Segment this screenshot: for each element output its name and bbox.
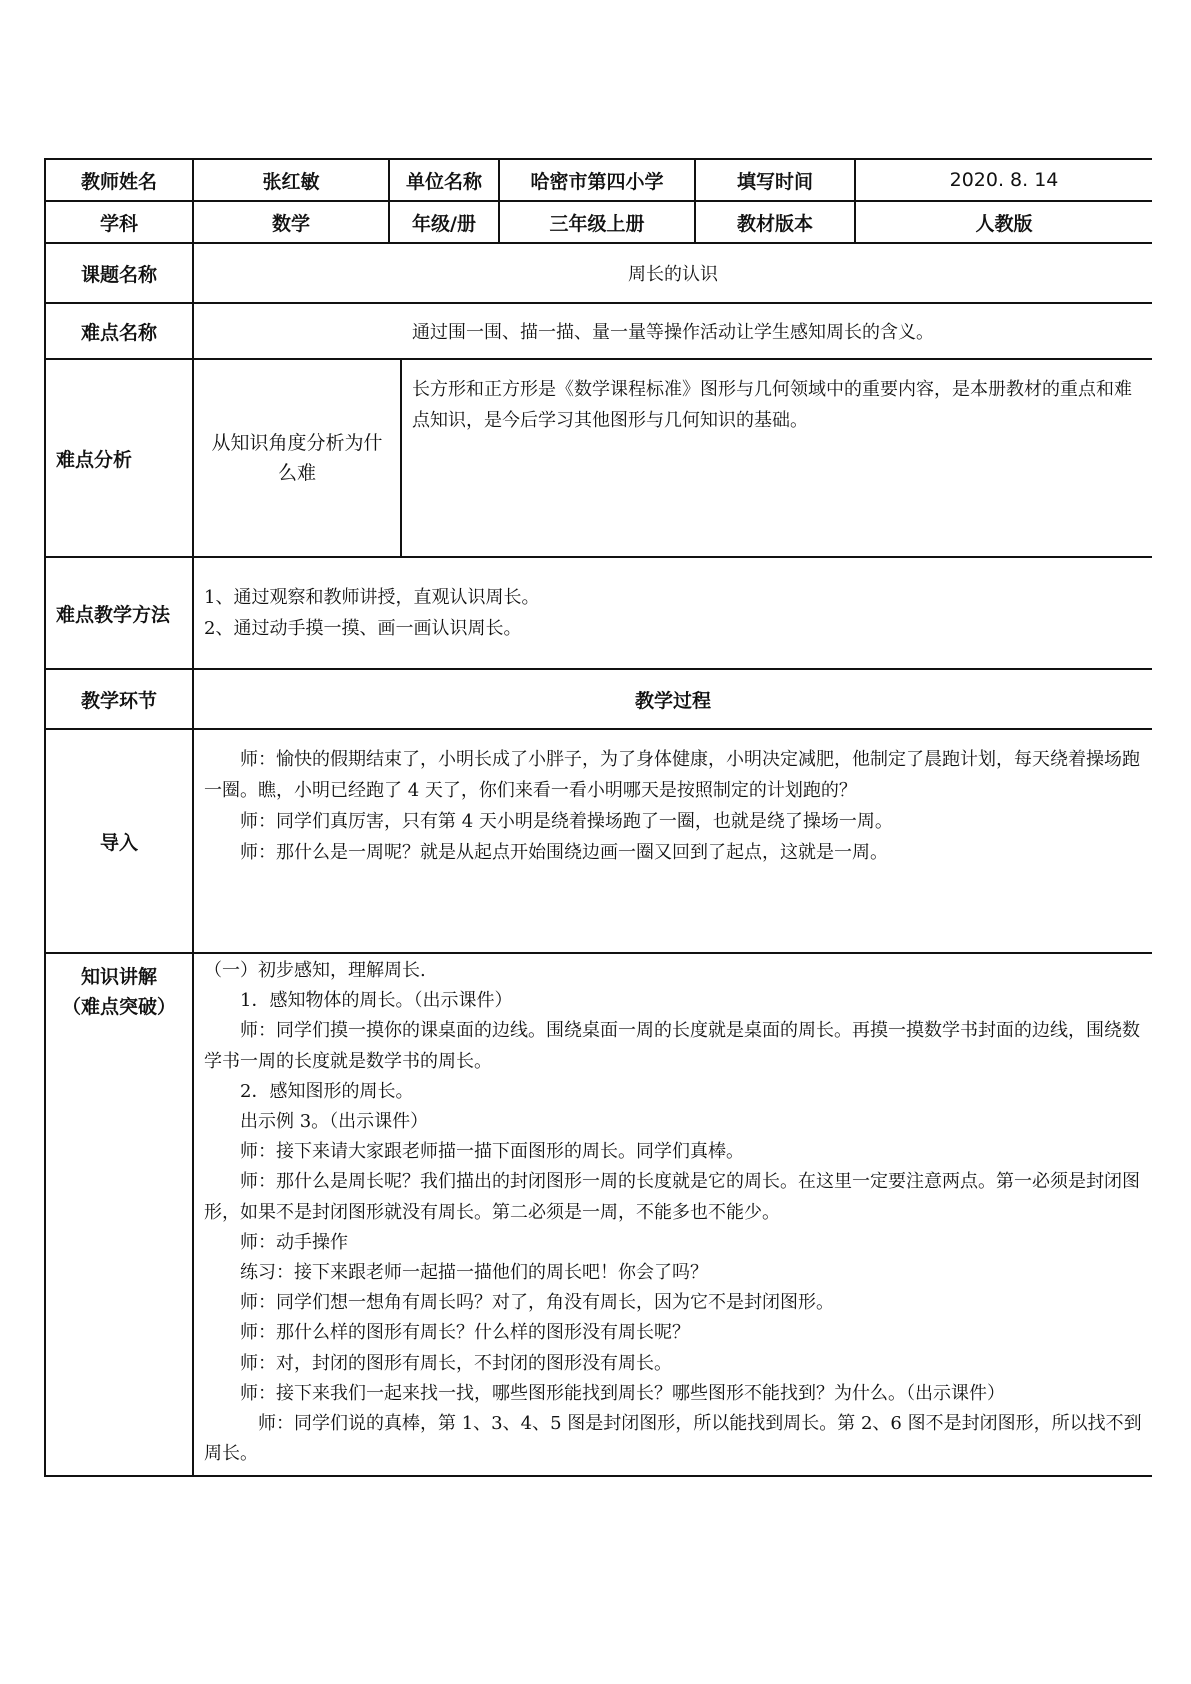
process-stage-header: 教学环节 <box>45 669 193 729</box>
knowledge-paragraph: 师：那什么样的图形有周长？什么样的图形没有周长呢？ <box>240 1322 690 1344</box>
knowledge-paragraph: 师：同学们想一想角有周长吗？对了，角没有周长，因为它不是封闭图形。 <box>240 1292 834 1314</box>
analysis-text: 长方形和正方形是《数学课程标准》图形与几何领域中的重要内容，是本册教材的重点和难点知识，是今后学习其他图形与几何知识的基础。 <box>412 379 1132 431</box>
method-line-1: 1、通过观察和教师讲授，直观认识周长。 <box>204 587 540 608</box>
knowledge-row <box>45 953 1152 1476</box>
topic-value: 周长的认识 <box>193 243 1152 303</box>
topic-label: 课题名称 <box>45 243 193 303</box>
difficulty-value: 通过围一围、描一描、量一量等操作活动让学生感知周长的含义。 <box>193 303 1152 359</box>
grade-label: 年级/册 <box>389 201 499 243</box>
knowledge-paragraph: 师：同学们说的真棒，第 1、3、4、5 图是封闭图形，所以能找到周长。第 2、6 图不是封闭图形，所以找不到周长。 <box>204 1413 1142 1465</box>
lesson-plan-sheet <box>44 158 1152 1532</box>
teacher-name: 张红敏 <box>193 159 389 201</box>
header-row-2 <box>45 201 1152 243</box>
difficulty-label: 难点名称 <box>45 303 193 359</box>
header-row-1 <box>45 159 1152 201</box>
knowledge-label <box>45 953 193 1476</box>
knowledge-section-title: （一）初步感知，理解周长. <box>204 960 426 981</box>
knowledge-paragraph: 2．感知图形的周长。 <box>240 1080 414 1102</box>
intro-row <box>45 729 1152 953</box>
method-line-2: 2、通过动手摸一摸、画一画认识周长。 <box>204 618 522 639</box>
method-row <box>45 557 1152 669</box>
knowledge-paragraph: 师：那什么是周长呢？我们描出的封闭图形一周的长度就是它的周长。在这里一定要注意两点。第一必须是封闭图形，如果不是封闭图形就没有周长。第二必须是一周，不能多也不能少。 <box>204 1171 1140 1223</box>
knowledge-label-line1: 知识讲解 <box>80 966 157 988</box>
intro-label: 导入 <box>45 729 193 953</box>
knowledge-paragraph: 师：同学们摸一摸你的课桌面的边线。围绕桌面一周的长度就是桌面的周长。再摸一摸数学书封面的边线，围绕数学书一周的长度就是数学书的周长。 <box>204 1020 1140 1072</box>
process-content-header: 教学过程 <box>193 669 1152 729</box>
knowledge-cell <box>193 953 1152 1476</box>
knowledge-paragraph: 师：接下来请大家跟老师描一描下面图形的周长。同学们真棒。 <box>240 1141 744 1163</box>
unit-label: 单位名称 <box>389 159 499 201</box>
unit-name: 哈密市第四小学 <box>499 159 695 201</box>
topic-row <box>45 243 1152 303</box>
subject-value: 数学 <box>193 201 389 243</box>
analysis-sub-label: 从知识角度分析为什么难 <box>194 360 402 556</box>
analysis-row <box>45 359 1152 557</box>
difficulty-row <box>45 303 1152 359</box>
knowledge-paragraph: 师：动手操作 <box>240 1231 348 1253</box>
analysis-cell <box>193 359 1152 557</box>
process-header-row <box>45 669 1152 729</box>
method-cell <box>193 557 1152 669</box>
date-value: 2020. 8. 14 <box>855 159 1152 201</box>
knowledge-label-line2: （难点突破） <box>61 996 176 1018</box>
knowledge-paragraph: 出示例 3。（出示课件） <box>240 1111 429 1133</box>
lesson-plan-table <box>44 158 1152 1477</box>
teacher-label: 教师姓名 <box>45 159 193 201</box>
date-label: 填写时间 <box>695 159 855 201</box>
method-label: 难点教学方法 <box>45 557 193 669</box>
analysis-label: 难点分析 <box>45 359 193 557</box>
edition-label: 教材版本 <box>695 201 855 243</box>
knowledge-paragraph: 师：接下来我们一起来找一找，哪些图形能找到周长？哪些图形不能找到？为什么。（出示课件） <box>240 1382 1005 1404</box>
edition-value: 人教版 <box>855 201 1152 243</box>
knowledge-paragraph: 练习：接下来跟老师一起描一描他们的周长吧！你会了吗？ <box>240 1262 708 1284</box>
knowledge-paragraph: 1．感知物体的周长。（出示课件） <box>240 990 513 1012</box>
grade-value: 三年级上册 <box>499 201 695 243</box>
subject-label: 学科 <box>45 201 193 243</box>
intro-cell <box>193 729 1152 953</box>
intro-paragraph: 师：那什么是一周呢？就是从起点开始围绕边画一圈又回到了起点，这就是一周。 <box>240 842 888 863</box>
intro-paragraph: 师：愉快的假期结束了，小明长成了小胖子，为了身体健康，小明决定减肥，他制定了晨跑计划，每天绕着操场跑一圈。瞧，小明已经跑了 4 天了，你们来看一看小明哪天是按照制定的计划跑的？ <box>204 749 1140 801</box>
intro-paragraph: 师：同学们真厉害，只有第 4 天小明是绕着操场跑了一圈，也就是绕了操场一周。 <box>240 811 893 832</box>
knowledge-paragraph: 师：对，封闭的图形有周长，不封闭的图形没有周长。 <box>240 1352 672 1374</box>
